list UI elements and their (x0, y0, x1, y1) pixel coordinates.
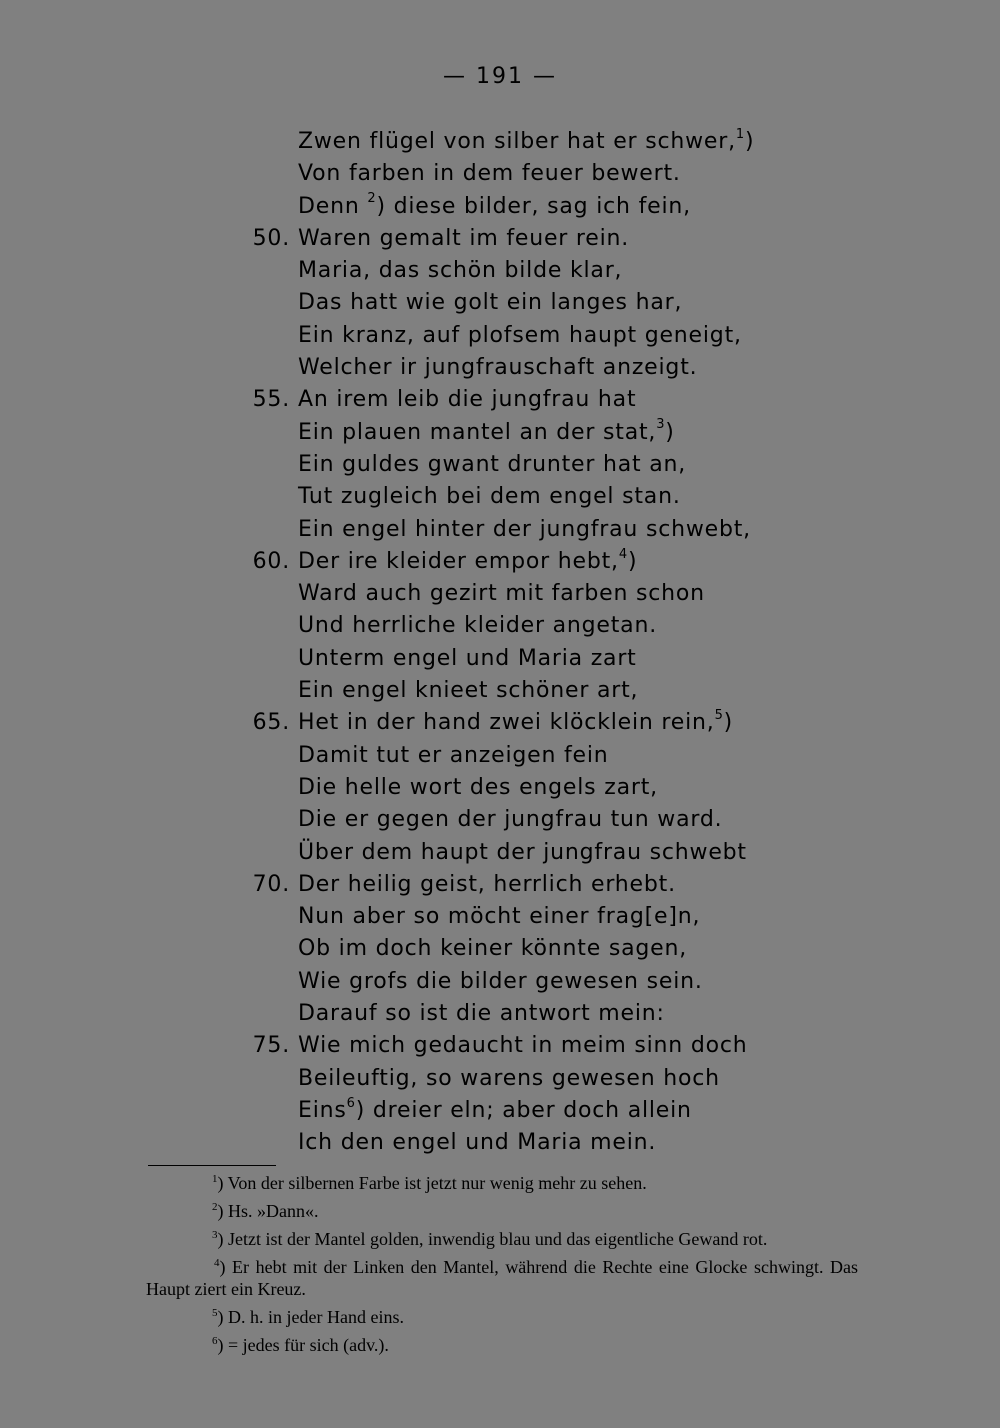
verse-text: Ein engel knieet schöner art, (298, 678, 639, 704)
verse-text: Zwen flügel von silber hat er schwer,$^1$) (298, 126, 755, 154)
verse-text: Denn $^2$) diese bilder, sag ich fein, (298, 191, 691, 219)
footnote-text: ) Er hebt mit der Linken den Mantel, während die Rechte eine Glocke schwingt. Das Haupt ziert ein Kreuz. (146, 1257, 858, 1299)
verse-line (0, 449, 1000, 481)
footnote (146, 1334, 858, 1356)
verse-text: Von farben in dem feuer bewert. (298, 161, 681, 187)
verse-text: Maria, das schön bilde klar, (298, 258, 623, 284)
verse-text: Ein engel hinter der jungfrau schwebt, (298, 516, 751, 542)
footnote-text: ) Hs. »Dann«. (217, 1201, 319, 1221)
footnote-divider (148, 1165, 276, 1166)
verse-text: Die er gegen der jungfrau tun ward. (298, 807, 723, 833)
verse-line (0, 1095, 1000, 1127)
line-number: 50. (252, 225, 290, 251)
page-number: — 191 — (443, 64, 557, 89)
verse-text: Damit tut er anzeigen fein (298, 742, 609, 768)
verse-text: Über dem haupt der jungfrau schwebt (298, 839, 747, 865)
verse-line (0, 675, 1000, 707)
verse-line (0, 158, 1000, 190)
verse-line (0, 514, 1000, 546)
verse-text: Wie grofs die bilder gewesen sein. (298, 968, 703, 994)
verse-line (0, 352, 1000, 384)
verse-line (0, 610, 1000, 642)
footnote (146, 1306, 858, 1328)
line-number: 75. (252, 1033, 290, 1059)
footnote-marker: 2 (367, 191, 377, 207)
verse-line (0, 384, 1000, 416)
footnote-marker: 1 (735, 126, 745, 142)
footnote (146, 1200, 858, 1222)
verse-text: Het in der hand zwei klöcklein rein,$^5$) (298, 708, 734, 736)
verse-line (0, 1063, 1000, 1095)
verse-line (0, 772, 1000, 804)
verse-line (0, 837, 1000, 869)
verse-text: Nun aber so möcht einer frag[e]n, (298, 904, 701, 930)
footnote-number: 5 (212, 1307, 218, 1319)
verse-line (0, 126, 1000, 158)
footnote-text: ) = jedes für sich (adv.). (217, 1335, 389, 1355)
verse-line (0, 643, 1000, 675)
verse-text: An irem leib die jungfrau hat (298, 387, 637, 413)
footnote-text: ) Jetzt ist der Mantel golden, inwendig blau und das eigentliche Gewand rot. (217, 1229, 768, 1249)
verse-line (0, 804, 1000, 836)
verse-line (0, 869, 1000, 901)
footnote-text: ) Von der silbernen Farbe ist jetzt nur wenig mehr zu sehen. (217, 1173, 647, 1193)
footnote-number: 6 (212, 1335, 218, 1347)
verse-line (0, 417, 1000, 449)
line-number: 65. (252, 710, 290, 736)
verse-text: Das hatt wie golt ein langes har, (298, 290, 683, 316)
verse-line (0, 481, 1000, 513)
footnote (146, 1228, 858, 1250)
verse-line (0, 191, 1000, 223)
footnote-number: 3 (212, 1229, 218, 1241)
verse-text: Darauf so ist die antwort mein: (298, 1001, 665, 1027)
verse-text: Ein guldes gwant drunter hat an, (298, 451, 687, 477)
verse-line (0, 933, 1000, 965)
line-number: 70. (252, 871, 290, 897)
verse-line (0, 546, 1000, 578)
footnote-text: ) D. h. in jeder Hand eins. (217, 1307, 404, 1327)
verse-text: Wie mich gedaucht in meim sinn doch (298, 1033, 748, 1059)
verse-text: Beileuftig, so warens gewesen hoch (298, 1065, 720, 1091)
line-number: 60. (252, 548, 290, 574)
verse-text: Ward auch gezirt mit farben schon (298, 581, 705, 607)
verse-line (0, 255, 1000, 287)
verse-text: Der heilig geist, herrlich erhebt. (298, 871, 676, 897)
verse-text: Der ire kleider empor hebt,$^4$) (298, 546, 638, 574)
verse-text: Welcher ir jungfrauschaft anzeigt. (298, 355, 698, 381)
verse-line (0, 578, 1000, 610)
verse-line (0, 740, 1000, 772)
verse-text: Ein kranz, auf plofsem haupt geneigt, (298, 322, 742, 348)
verse-line (0, 1030, 1000, 1062)
footnote-marker: 5 (714, 708, 724, 724)
footnote-marker: 3 (656, 417, 666, 433)
verse-text: Tut zugleich bei dem engel stan. (298, 484, 681, 510)
verse-line (0, 287, 1000, 319)
verse-line (0, 901, 1000, 933)
verse-line (0, 707, 1000, 739)
verse-text: Ich den engel und Maria mein. (298, 1130, 657, 1156)
line-number: 55. (252, 387, 290, 413)
footnote-number: 4 (214, 1257, 220, 1269)
footnotes (146, 1172, 858, 1362)
verse-text: Unterm engel und Maria zart (298, 645, 637, 671)
verse-line (0, 320, 1000, 352)
footnote (146, 1256, 858, 1300)
footnote (146, 1172, 858, 1194)
footnote-marker: 4 (618, 546, 628, 562)
verse-text: Waren gemalt im feuer rein. (298, 225, 630, 251)
verse-line (0, 1127, 1000, 1159)
poem-text (0, 126, 1000, 1160)
verse-text: Ob im doch keiner könnte sagen, (298, 936, 688, 962)
verse-text: Und herrliche kleider angetan. (298, 613, 657, 639)
verse-line (0, 998, 1000, 1030)
verse-line (0, 223, 1000, 255)
verse-text: Eins$^6$) dreier eln; aber doch allein (298, 1095, 692, 1123)
footnote-number: 2 (212, 1201, 218, 1213)
verse-text: Die helle wort des engels zart, (298, 774, 658, 800)
footnote-number: 1 (212, 1173, 218, 1185)
verse-line (0, 966, 1000, 998)
footnote-marker: 6 (346, 1095, 356, 1111)
verse-text: Ein plauen mantel an der stat,$^3$) (298, 417, 675, 445)
